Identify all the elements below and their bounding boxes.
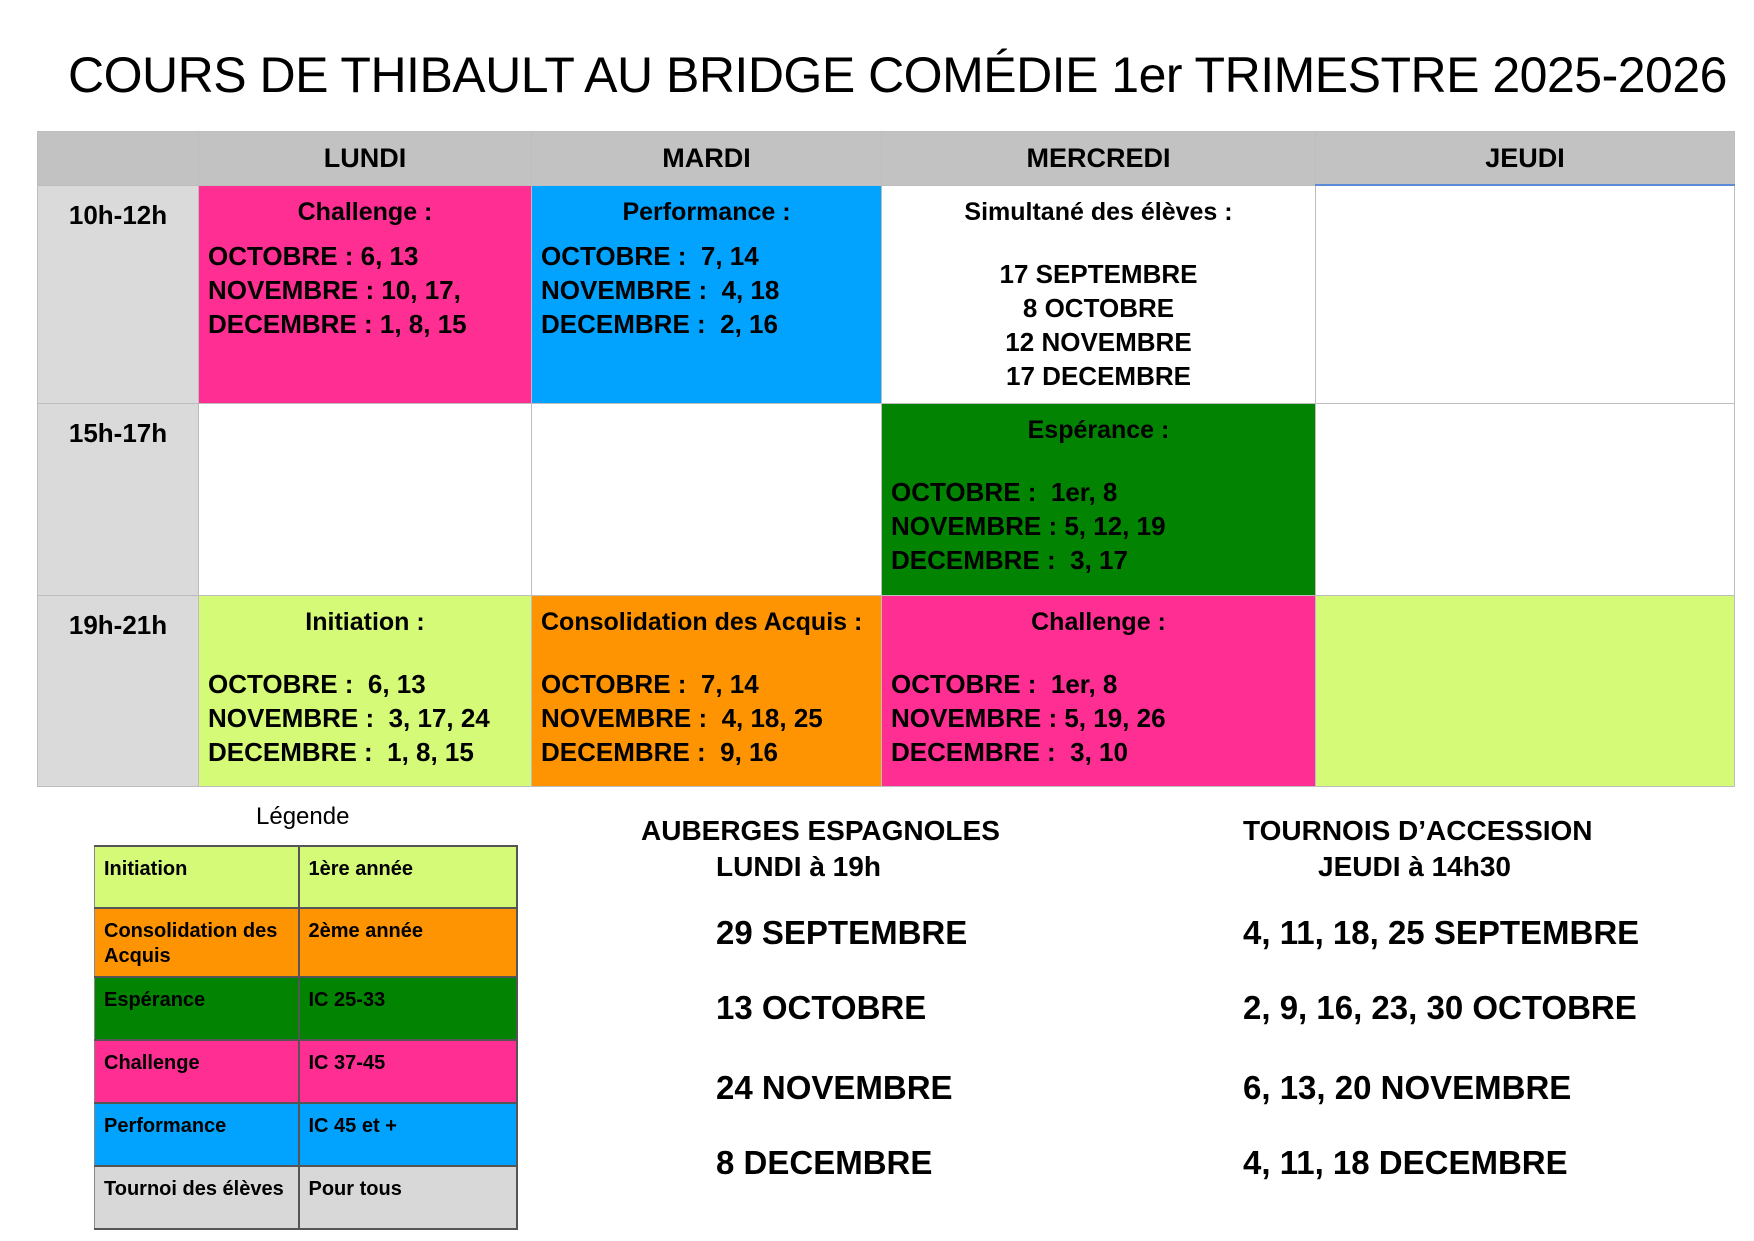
legend-row bbox=[95, 846, 517, 908]
course-dates-line: NOVEMBRE : 5, 19, 26 bbox=[891, 702, 1166, 733]
simultane-date: 17 DECEMBRE bbox=[1006, 360, 1191, 391]
legend-row bbox=[95, 908, 517, 977]
course-dates-line: NOVEMBRE : 10, 17, bbox=[208, 274, 461, 305]
tournois-date: 4, 11, 18 DECEMBRE bbox=[1243, 1144, 1568, 1181]
legend-row bbox=[95, 977, 517, 1040]
course-cell-esperance-mercredi bbox=[882, 403, 1316, 595]
course-dates-line: OCTOBRE : 1er, 8 bbox=[891, 476, 1118, 507]
legend-table bbox=[94, 845, 518, 1230]
course-cell-performance-mardi bbox=[532, 185, 882, 403]
legend-course-level: Pour tous bbox=[299, 1166, 517, 1229]
auberges-heading: AUBERGES ESPAGNOLES bbox=[641, 815, 1000, 846]
course-dates-line: DECEMBRE : 1, 8, 15 bbox=[208, 308, 467, 339]
course-cell-consolidation-mardi bbox=[532, 595, 882, 786]
auberges-subheading: LUNDI à 19h bbox=[716, 851, 881, 882]
course-dates-line: OCTOBRE : 6, 13 bbox=[208, 240, 419, 271]
legend-row bbox=[95, 1040, 517, 1103]
auberges-date: 24 NOVEMBRE bbox=[716, 1069, 953, 1106]
course-dates-line: DECEMBRE : 3, 10 bbox=[891, 736, 1128, 767]
course-cell-simultane-mercredi bbox=[882, 185, 1316, 403]
time-label: 15h-17h bbox=[38, 403, 199, 595]
tournois-date: 2, 9, 16, 23, 30 OCTOBRE bbox=[1243, 989, 1637, 1026]
auberges-date: 29 SEPTEMBRE bbox=[716, 914, 968, 951]
legend-course-name: Initiation bbox=[95, 846, 299, 908]
course-dates-line: OCTOBRE : 7, 14 bbox=[541, 668, 759, 699]
time-label: 19h-21h bbox=[38, 595, 199, 786]
tournois-subheading: JEUDI à 14h30 bbox=[1318, 851, 1511, 882]
time-label: 10h-12h bbox=[38, 185, 199, 403]
empty-cell-mardi-afternoon bbox=[532, 403, 882, 595]
legend-course-level: IC 25-33 bbox=[299, 977, 517, 1040]
course-dates-line: NOVEMBRE : 4, 18 bbox=[541, 274, 780, 305]
legend-title: Légende bbox=[256, 803, 350, 830]
header-row bbox=[38, 132, 1735, 186]
course-dates-line: OCTOBRE : 6, 13 bbox=[208, 668, 426, 699]
simultane-date: 17 SEPTEMBRE bbox=[999, 258, 1198, 289]
schedule-table bbox=[37, 131, 1735, 787]
course-title: Challenge : bbox=[297, 197, 433, 226]
course-title: Performance : bbox=[622, 197, 791, 226]
course-cell-challenge-mercredi bbox=[882, 595, 1316, 786]
course-dates-line: NOVEMBRE : 3, 17, 24 bbox=[208, 702, 490, 733]
corner-cell bbox=[38, 132, 199, 186]
legend-course-name: Challenge bbox=[95, 1040, 299, 1103]
legend-course-level: 2ème année bbox=[299, 908, 517, 977]
course-dates-line: NOVEMBRE : 5, 12, 19 bbox=[891, 510, 1166, 541]
legend-course-name: Performance bbox=[95, 1103, 299, 1166]
auberges-date: 8 DECEMBRE bbox=[716, 1144, 933, 1181]
course-dates-line: DECEMBRE : 3, 17 bbox=[891, 544, 1128, 575]
tournois-heading: TOURNOIS D’ACCESSION bbox=[1243, 815, 1593, 846]
simultane-date: 12 NOVEMBRE bbox=[1005, 326, 1192, 357]
course-title: Simultané des élèves : bbox=[964, 197, 1233, 226]
course-cell-challenge-lundi bbox=[199, 185, 532, 403]
course-title: Consolidation des Acquis : bbox=[541, 607, 863, 636]
legend-course-name: Consolidation des Acquis bbox=[95, 908, 299, 977]
day-header-lundi: LUNDI bbox=[199, 132, 532, 186]
legend-course-level: 1ère année bbox=[299, 846, 517, 908]
tournois-date: 4, 11, 18, 25 SEPTEMBRE bbox=[1243, 914, 1640, 951]
legend-row bbox=[95, 1166, 517, 1229]
course-dates-line: DECEMBRE : 1, 8, 15 bbox=[208, 736, 474, 767]
empty-cell-jeudi-morning bbox=[1316, 185, 1735, 403]
legend-course-name: Tournoi des élèves bbox=[95, 1166, 299, 1229]
day-header-jeudi: JEUDI bbox=[1316, 132, 1735, 186]
course-dates-line: OCTOBRE : 7, 14 bbox=[541, 240, 759, 271]
legend-course-level: IC 37-45 bbox=[299, 1040, 517, 1103]
day-header-mercredi: MERCREDI bbox=[882, 132, 1316, 186]
simultane-date: 8 OCTOBRE bbox=[1022, 292, 1175, 323]
legend-course-name: Espérance bbox=[95, 977, 299, 1040]
course-title: Initiation : bbox=[305, 607, 425, 636]
day-header-mardi: MARDI bbox=[532, 132, 882, 186]
legend-course-level: IC 45 et + bbox=[299, 1103, 517, 1166]
course-dates-line: OCTOBRE : 1er, 8 bbox=[891, 668, 1118, 699]
empty-cell-jeudi-afternoon bbox=[1316, 403, 1735, 595]
time-row-afternoon bbox=[38, 403, 1735, 595]
course-dates-line: NOVEMBRE : 4, 18, 25 bbox=[541, 702, 823, 733]
legend-row bbox=[95, 1103, 517, 1166]
course-title: Espérance : bbox=[1027, 415, 1170, 444]
course-cell-initiation-lundi bbox=[199, 595, 532, 786]
time-row-morning bbox=[38, 185, 1735, 403]
empty-cell-lundi-afternoon bbox=[199, 403, 532, 595]
course-title: Challenge : bbox=[1031, 607, 1166, 636]
page-title: COURS DE THIBAULT AU BRIDGE COMÉDIE 1er TRIMESTRE 2025-2026 bbox=[68, 47, 1727, 103]
tournois-date: 6, 13, 20 NOVEMBRE bbox=[1243, 1069, 1572, 1106]
time-row-evening bbox=[38, 595, 1735, 786]
course-dates-line: DECEMBRE : 2, 16 bbox=[541, 308, 778, 339]
empty-cell-jeudi-evening bbox=[1316, 595, 1735, 786]
auberges-date: 13 OCTOBRE bbox=[716, 989, 927, 1026]
course-dates-line: DECEMBRE : 9, 16 bbox=[541, 736, 778, 767]
